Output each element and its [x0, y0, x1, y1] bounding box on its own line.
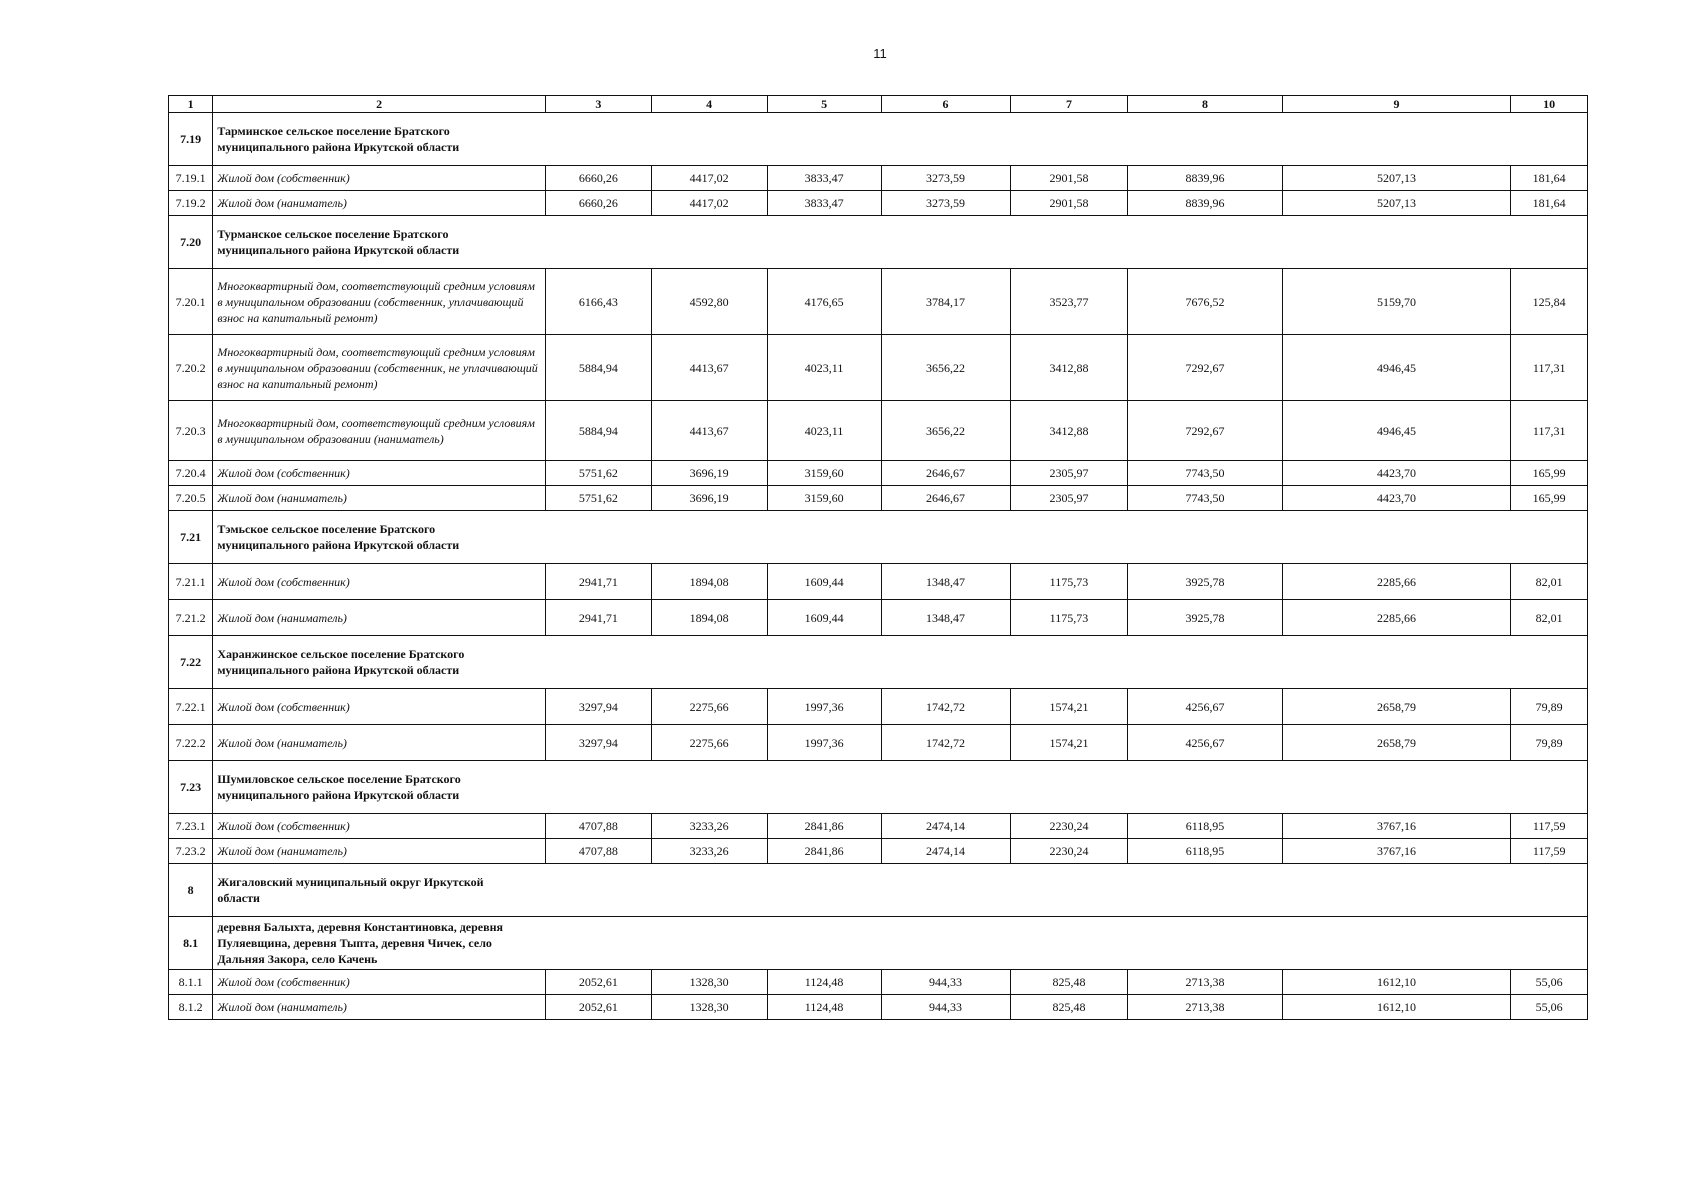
row-code: 7.22.1 — [169, 689, 213, 725]
value-cell: 1609,44 — [767, 564, 881, 600]
value-cell: 2052,61 — [545, 995, 651, 1020]
value-cell: 1124,48 — [767, 970, 881, 995]
value-cell: 2901,58 — [1010, 191, 1128, 216]
section-code: 7.19 — [169, 113, 213, 166]
value-cell: 4413,67 — [651, 401, 767, 461]
value-cell: 2285,66 — [1282, 600, 1511, 636]
value-cell: 117,59 — [1511, 839, 1588, 864]
row-code: 7.20.1 — [169, 269, 213, 335]
section-code: 7.21 — [169, 511, 213, 564]
value-cell: 7292,67 — [1128, 401, 1282, 461]
section-row — [169, 917, 1588, 970]
section-title-text: Тэмьское сельское поселение Братского муниципального района Иркутской области — [217, 522, 460, 552]
section-title-text: Жигаловский муниципальный округ Иркутской области — [217, 875, 484, 905]
column-header: 10 — [1511, 96, 1588, 113]
value-cell: 3696,19 — [651, 486, 767, 511]
value-cell: 79,89 — [1511, 689, 1588, 725]
value-cell: 6660,26 — [545, 166, 651, 191]
value-cell: 2901,58 — [1010, 166, 1128, 191]
value-cell: 6118,95 — [1128, 839, 1282, 864]
row-name: Жилой дом (наниматель) — [213, 725, 546, 761]
value-cell: 165,99 — [1511, 486, 1588, 511]
value-cell: 2230,24 — [1010, 814, 1128, 839]
value-cell: 7743,50 — [1128, 461, 1282, 486]
value-cell: 2305,97 — [1010, 486, 1128, 511]
value-cell: 2841,86 — [767, 839, 881, 864]
value-cell: 1612,10 — [1282, 970, 1511, 995]
value-cell: 8839,96 — [1128, 166, 1282, 191]
row-code: 8.1.1 — [169, 970, 213, 995]
column-header: 6 — [881, 96, 1010, 113]
value-cell: 1348,47 — [881, 600, 1010, 636]
row-code: 7.20.2 — [169, 335, 213, 401]
value-cell: 1609,44 — [767, 600, 881, 636]
value-cell: 1348,47 — [881, 564, 1010, 600]
value-cell: 55,06 — [1511, 995, 1588, 1020]
value-cell: 3297,94 — [545, 689, 651, 725]
value-cell: 3273,59 — [881, 166, 1010, 191]
row-name: Жилой дом (собственник) — [213, 564, 546, 600]
value-cell: 4946,45 — [1282, 401, 1511, 461]
section-row — [169, 511, 1588, 564]
row-code: 7.20.5 — [169, 486, 213, 511]
value-cell: 2230,24 — [1010, 839, 1128, 864]
row-code: 7.23.1 — [169, 814, 213, 839]
value-cell: 2841,86 — [767, 814, 881, 839]
value-cell: 117,59 — [1511, 814, 1588, 839]
value-cell: 4423,70 — [1282, 461, 1511, 486]
value-cell: 5751,62 — [545, 486, 651, 511]
value-cell: 825,48 — [1010, 995, 1128, 1020]
value-cell: 82,01 — [1511, 600, 1588, 636]
value-cell: 7743,50 — [1128, 486, 1282, 511]
value-cell: 4423,70 — [1282, 486, 1511, 511]
section-code: 8 — [169, 864, 213, 917]
column-header: 2 — [213, 96, 546, 113]
row-code: 7.22.2 — [169, 725, 213, 761]
value-cell: 944,33 — [881, 970, 1010, 995]
table-row — [169, 461, 1588, 486]
value-cell: 55,06 — [1511, 970, 1588, 995]
value-cell: 4256,67 — [1128, 689, 1282, 725]
value-cell: 4176,65 — [767, 269, 881, 335]
value-cell: 1742,72 — [881, 689, 1010, 725]
value-cell: 4417,02 — [651, 166, 767, 191]
value-cell: 3784,17 — [881, 269, 1010, 335]
value-cell: 4417,02 — [651, 191, 767, 216]
value-cell: 82,01 — [1511, 564, 1588, 600]
value-cell: 2285,66 — [1282, 564, 1511, 600]
value-cell: 4023,11 — [767, 401, 881, 461]
table-row — [169, 814, 1588, 839]
value-cell: 944,33 — [881, 995, 1010, 1020]
value-cell: 1124,48 — [767, 995, 881, 1020]
value-cell: 3233,26 — [651, 814, 767, 839]
table-row — [169, 600, 1588, 636]
row-name: Многоквартирный дом, соответствующий средним условиям в муниципальном образовании (собственник, уплачивающий взнос на капитальный ремонт) — [213, 269, 546, 335]
row-code: 7.19.2 — [169, 191, 213, 216]
value-cell: 4707,88 — [545, 814, 651, 839]
value-cell: 3297,94 — [545, 725, 651, 761]
value-cell: 6118,95 — [1128, 814, 1282, 839]
section-title — [213, 636, 1588, 689]
value-cell: 1328,30 — [651, 970, 767, 995]
value-cell: 1574,21 — [1010, 689, 1128, 725]
value-cell: 4023,11 — [767, 335, 881, 401]
value-cell: 3523,77 — [1010, 269, 1128, 335]
value-cell: 125,84 — [1511, 269, 1588, 335]
value-cell: 2713,38 — [1128, 970, 1282, 995]
section-row — [169, 113, 1588, 166]
value-cell: 5207,13 — [1282, 166, 1511, 191]
section-code: 7.22 — [169, 636, 213, 689]
table-row — [169, 486, 1588, 511]
value-cell: 1612,10 — [1282, 995, 1511, 1020]
section-code: 7.23 — [169, 761, 213, 814]
row-name: Жилой дом (наниматель) — [213, 839, 546, 864]
value-cell: 1742,72 — [881, 725, 1010, 761]
column-header: 1 — [169, 96, 213, 113]
value-cell: 1328,30 — [651, 995, 767, 1020]
section-title-text: Тарминское сельское поселение Братского муниципального района Иркутской области — [217, 124, 460, 154]
table-row — [169, 564, 1588, 600]
column-header: 5 — [767, 96, 881, 113]
value-cell: 6660,26 — [545, 191, 651, 216]
value-cell: 2275,66 — [651, 725, 767, 761]
value-cell: 3412,88 — [1010, 401, 1128, 461]
value-cell: 5159,70 — [1282, 269, 1511, 335]
section-row — [169, 864, 1588, 917]
value-cell: 1894,08 — [651, 600, 767, 636]
column-header: 9 — [1282, 96, 1511, 113]
value-cell: 2052,61 — [545, 970, 651, 995]
value-cell: 181,64 — [1511, 166, 1588, 191]
value-cell: 4707,88 — [545, 839, 651, 864]
row-name: Жилой дом (собственник) — [213, 461, 546, 486]
row-code: 7.21.2 — [169, 600, 213, 636]
value-cell: 5884,94 — [545, 335, 651, 401]
value-cell: 117,31 — [1511, 401, 1588, 461]
value-cell: 3159,60 — [767, 461, 881, 486]
value-cell: 2474,14 — [881, 814, 1010, 839]
value-cell: 4592,80 — [651, 269, 767, 335]
section-title — [213, 761, 1588, 814]
value-cell: 1175,73 — [1010, 600, 1128, 636]
table-row — [169, 995, 1588, 1020]
table-row — [169, 166, 1588, 191]
value-cell: 4413,67 — [651, 335, 767, 401]
row-name: Жилой дом (наниматель) — [213, 191, 546, 216]
value-cell: 3696,19 — [651, 461, 767, 486]
row-name: Жилой дом (собственник) — [213, 814, 546, 839]
column-header: 8 — [1128, 96, 1282, 113]
value-cell: 1574,21 — [1010, 725, 1128, 761]
row-code: 8.1.2 — [169, 995, 213, 1020]
row-name: Жилой дом (собственник) — [213, 689, 546, 725]
row-name: Жилой дом (наниматель) — [213, 600, 546, 636]
table-row — [169, 970, 1588, 995]
section-title — [213, 864, 1588, 917]
row-code: 7.20.4 — [169, 461, 213, 486]
section-title-text: деревня Балыхта, деревня Константиновка, деревня Пуляевщина, деревня Тыпта, деревня Чичек, село Дальняя Закора, село Качень — [217, 920, 504, 966]
row-name: Многоквартирный дом, соответствующий средним условиям в муниципальном образовании (наниматель) — [213, 401, 546, 461]
value-cell: 3656,22 — [881, 335, 1010, 401]
section-title — [213, 113, 1588, 166]
value-cell: 2646,67 — [881, 486, 1010, 511]
section-row — [169, 761, 1588, 814]
row-name: Многоквартирный дом, соответствующий средним условиям в муниципальном образовании (собственник, не уплачивающий взнос на капитальный ремонт) — [213, 335, 546, 401]
row-name: Жилой дом (наниматель) — [213, 486, 546, 511]
value-cell: 1997,36 — [767, 689, 881, 725]
column-header: 7 — [1010, 96, 1128, 113]
table-row — [169, 191, 1588, 216]
value-cell: 3833,47 — [767, 166, 881, 191]
value-cell: 117,31 — [1511, 335, 1588, 401]
value-cell: 2275,66 — [651, 689, 767, 725]
value-cell: 2941,71 — [545, 600, 651, 636]
row-code: 7.23.2 — [169, 839, 213, 864]
section-row — [169, 216, 1588, 269]
row-name: Жилой дом (собственник) — [213, 166, 546, 191]
value-cell: 825,48 — [1010, 970, 1128, 995]
value-cell: 3925,78 — [1128, 564, 1282, 600]
value-cell: 165,99 — [1511, 461, 1588, 486]
value-cell: 4256,67 — [1128, 725, 1282, 761]
row-code: 7.19.1 — [169, 166, 213, 191]
value-cell: 3233,26 — [651, 839, 767, 864]
value-cell: 6166,43 — [545, 269, 651, 335]
section-row — [169, 636, 1588, 689]
value-cell: 181,64 — [1511, 191, 1588, 216]
value-cell: 2713,38 — [1128, 995, 1282, 1020]
value-cell: 3273,59 — [881, 191, 1010, 216]
table-row — [169, 689, 1588, 725]
value-cell: 3412,88 — [1010, 335, 1128, 401]
table-row — [169, 401, 1588, 461]
value-cell: 1997,36 — [767, 725, 881, 761]
value-cell: 4946,45 — [1282, 335, 1511, 401]
value-cell: 1894,08 — [651, 564, 767, 600]
column-header: 3 — [545, 96, 651, 113]
table-row — [169, 725, 1588, 761]
value-cell: 3656,22 — [881, 401, 1010, 461]
section-title — [213, 511, 1588, 564]
table-row — [169, 335, 1588, 401]
page-number: 11 — [873, 46, 887, 61]
value-cell: 2646,67 — [881, 461, 1010, 486]
row-code: 7.21.1 — [169, 564, 213, 600]
row-name: Жилой дом (собственник) — [213, 970, 546, 995]
value-cell: 3767,16 — [1282, 814, 1511, 839]
value-cell: 3925,78 — [1128, 600, 1282, 636]
value-cell: 5207,13 — [1282, 191, 1511, 216]
value-cell: 8839,96 — [1128, 191, 1282, 216]
section-title — [213, 917, 1588, 970]
header-row — [169, 96, 1588, 113]
value-cell: 5751,62 — [545, 461, 651, 486]
section-code: 7.20 — [169, 216, 213, 269]
section-code: 8.1 — [169, 917, 213, 970]
column-header: 4 — [651, 96, 767, 113]
table-row — [169, 839, 1588, 864]
section-title-text: Харанжинское сельское поселение Братского муниципального района Иркутской области — [217, 647, 465, 677]
table-body — [169, 96, 1588, 1020]
value-cell: 2474,14 — [881, 839, 1010, 864]
tariff-table — [168, 95, 1588, 1020]
row-name: Жилой дом (наниматель) — [213, 995, 546, 1020]
section-title-text: Турманское сельское поселение Братского муниципального района Иркутской области — [217, 227, 460, 257]
value-cell: 2941,71 — [545, 564, 651, 600]
value-cell: 3159,60 — [767, 486, 881, 511]
table-row — [169, 269, 1588, 335]
section-title-text: Шумиловское сельское поселение Братского муниципального района Иркутской области — [217, 772, 461, 802]
value-cell: 2658,79 — [1282, 725, 1511, 761]
section-title — [213, 216, 1588, 269]
value-cell: 1175,73 — [1010, 564, 1128, 600]
value-cell: 5884,94 — [545, 401, 651, 461]
value-cell: 2658,79 — [1282, 689, 1511, 725]
value-cell: 7676,52 — [1128, 269, 1282, 335]
value-cell: 7292,67 — [1128, 335, 1282, 401]
value-cell: 2305,97 — [1010, 461, 1128, 486]
value-cell: 79,89 — [1511, 725, 1588, 761]
value-cell: 3833,47 — [767, 191, 881, 216]
value-cell: 3767,16 — [1282, 839, 1511, 864]
row-code: 7.20.3 — [169, 401, 213, 461]
